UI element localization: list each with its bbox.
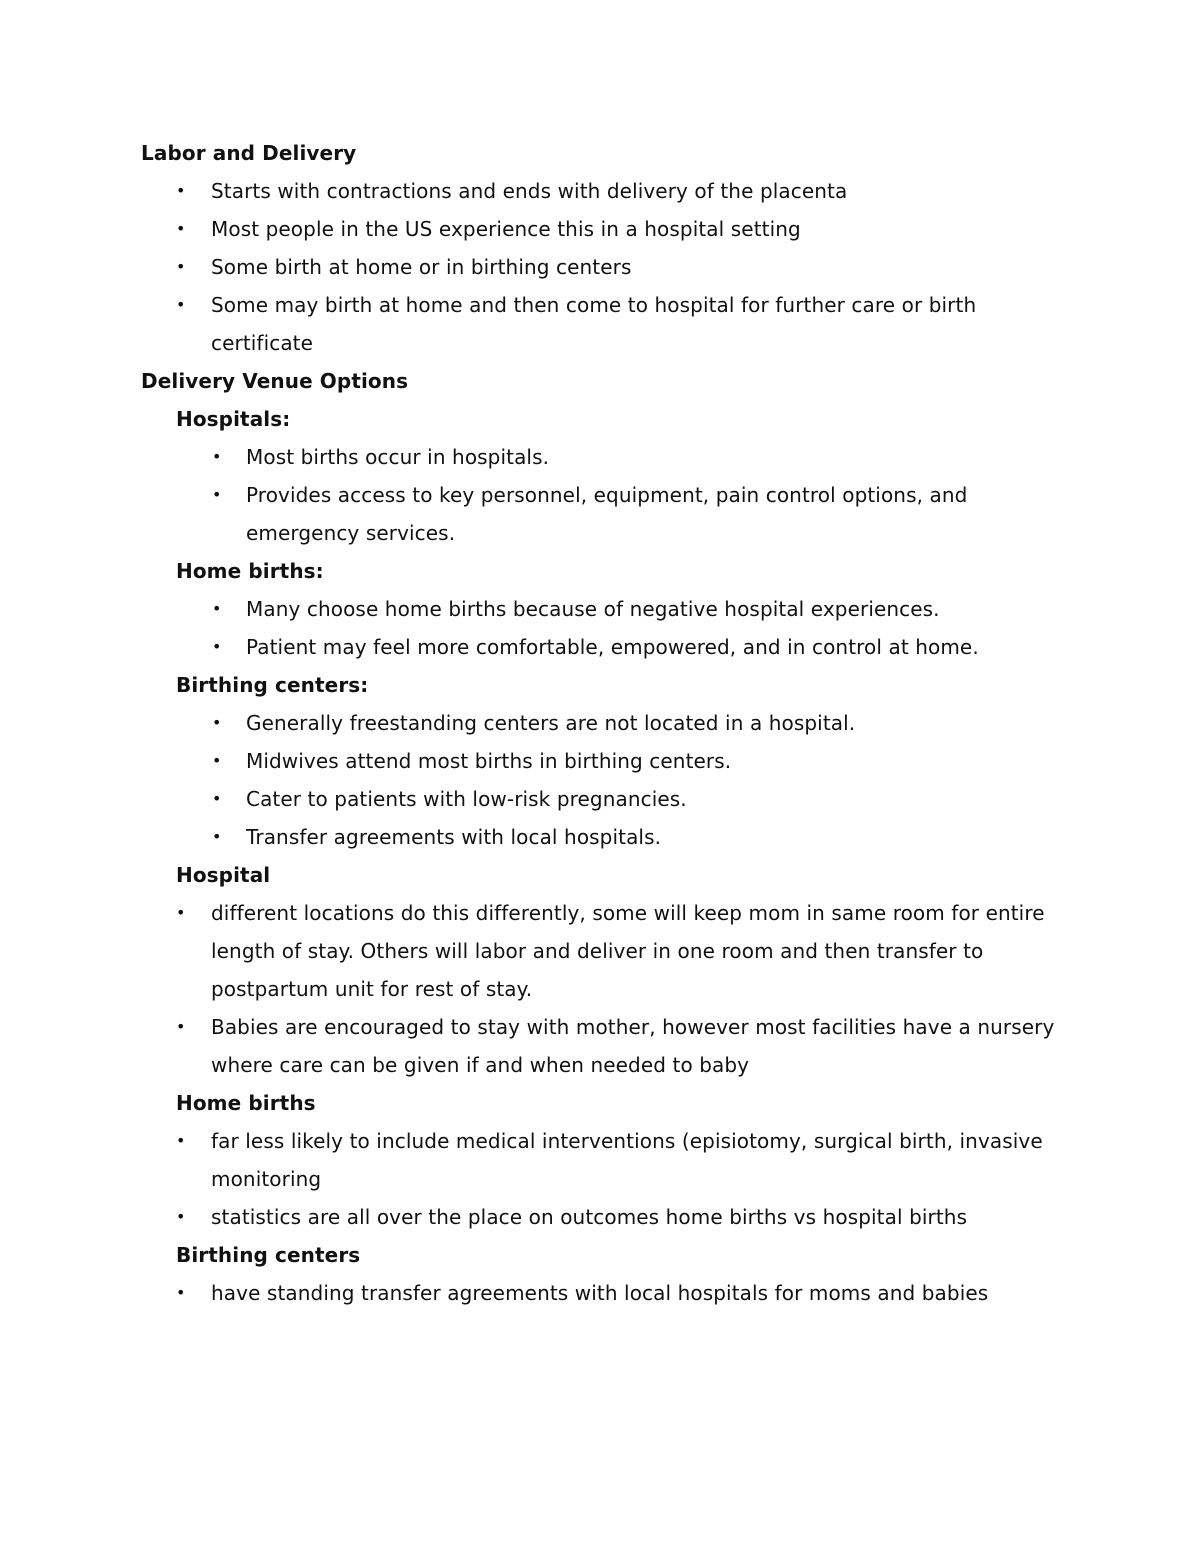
bullet-icon: • [176,1131,186,1150]
bullet-icon: • [176,1017,186,1036]
bullet-icon: • [176,257,186,276]
section-heading-venue-options: Delivery Venue Options [141,369,409,393]
bullet-icon: • [212,447,222,466]
list-item: • Patient may feel more comfortable, empowered, and in control at home. [141,628,1061,666]
intro-list [141,172,1061,362]
bullet-icon: • [212,713,222,732]
bullet-icon: • [176,295,186,314]
list-item: • statistics are all over the place on outcomes home births vs hospital births [141,1198,1061,1236]
list-item: • Many choose home births because of negative hospital experiences. [141,590,1061,628]
list-item: • Most births occur in hospitals. [141,438,1061,476]
list-item: • Some may birth at home and then come to hospital for further care or birth certificate [141,286,1061,362]
bullet-icon: • [176,1283,186,1302]
bullet-icon: • [212,637,222,656]
list-item: • have standing transfer agreements with local hospitals for moms and babies [141,1274,1061,1312]
bullet-icon: • [176,1207,186,1226]
list-item: • Some birth at home or in birthing centers [141,248,1061,286]
bullet-icon: • [212,485,222,504]
home-notes-list [141,1122,1061,1236]
hospital-notes-list [141,894,1061,1084]
subheading-hospital-notes: Hospital [176,863,271,887]
list-item: • Transfer agreements with local hospitals. [141,818,1061,856]
list-item: • far less likely to include medical interventions (episiotomy, surgical birth, invasive monitoring [141,1122,1061,1198]
list-item: • Starts with contractions and ends with delivery of the placenta [141,172,1061,210]
bullet-icon: • [212,751,222,770]
list-item: • Provides access to key personnel, equipment, pain control options, and emergency services. [141,476,1061,552]
bullet-icon: • [176,219,186,238]
list-item: • Cater to patients with low-risk pregnancies. [141,780,1061,818]
list-item: • Most people in the US experience this in a hospital setting [141,210,1061,248]
bullet-icon: • [212,789,222,808]
bullet-icon: • [212,827,222,846]
list-item: • different locations do this differently, some will keep mom in same room for entire length of stay. Others will labor and deliver in one room and then transfer to postpartum unit for rest of stay. [141,894,1061,1008]
subheading-home-births: Home births: [176,559,324,583]
bullet-icon: • [176,181,186,200]
subheading-home-notes: Home births [176,1091,316,1115]
subheading-hospitals: Hospitals: [176,407,291,431]
subheading-birthing-centers: Birthing centers: [176,673,369,697]
document-title: Labor and Delivery [141,141,357,165]
subheading-center-notes: Birthing centers [176,1243,361,1267]
bullet-icon: • [212,599,222,618]
bullet-icon: • [176,903,186,922]
list-item: • Generally freestanding centers are not located in a hospital. [141,704,1061,742]
home-births-list [141,590,1061,666]
list-item: • Babies are encouraged to stay with mother, however most facilities have a nursery where care can be given if and when needed to baby [141,1008,1061,1084]
list-item: • Midwives attend most births in birthing centers. [141,742,1061,780]
hospitals-list [141,438,1061,552]
document-body [141,134,1061,1312]
birthing-centers-list [141,704,1061,856]
center-notes-list [141,1274,1061,1312]
